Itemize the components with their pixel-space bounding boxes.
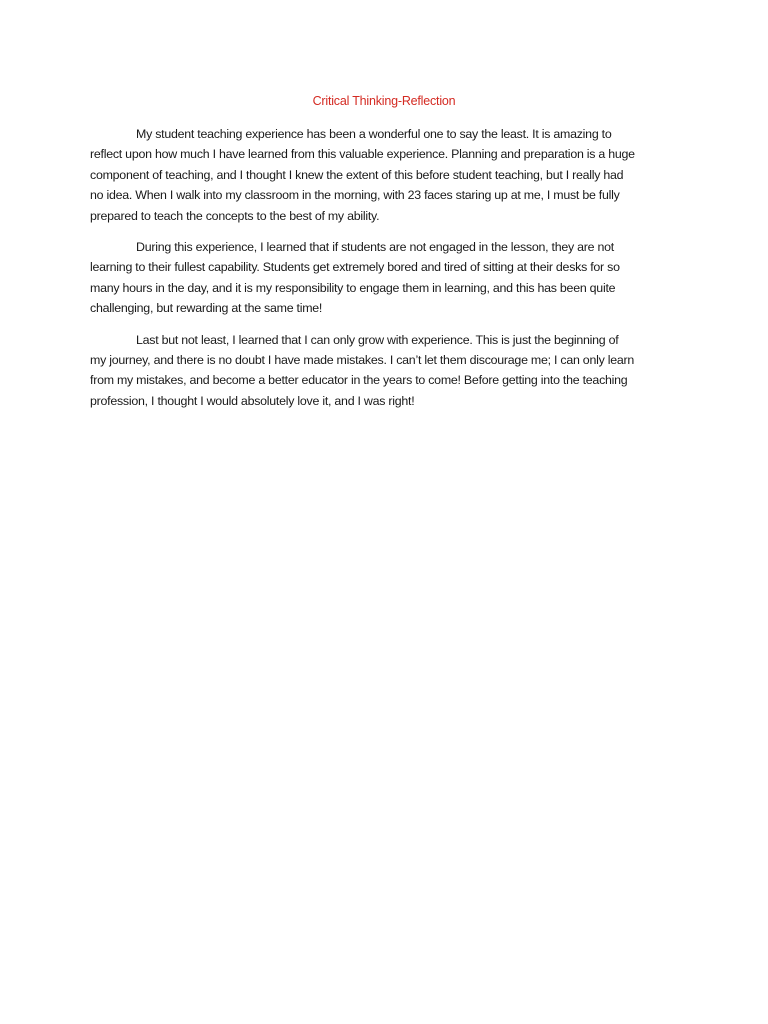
paragraph-line: learning to their fullest capability. Students get extremely bored and tired of sitting at their desks for so xyxy=(90,260,620,275)
paragraph-3 xyxy=(90,330,680,412)
paragraph-line: My student teaching experience has been a wonderful one to say the least. It is amazing to xyxy=(136,127,612,141)
paragraph-line: from my mistakes, and become a better educator in the years to come! Before getting into the teaching xyxy=(90,373,628,388)
document-body xyxy=(90,124,680,422)
paragraph-line: During this experience, I learned that if students are not engaged in the lesson, they are not xyxy=(136,240,614,255)
paragraph-line: many hours in the day, and it is my responsibility to engage them in learning, and this has been quite xyxy=(90,280,616,295)
paragraph-line: prepared to teach the concepts to the best of my ability. xyxy=(90,208,380,223)
paragraph-line: Last but not least, I learned that I can only grow with experience. This is just the beginning of xyxy=(136,332,619,347)
paragraph-line: profession, I thought I would absolutely love it, and I was right! xyxy=(90,393,415,408)
paragraph-1 xyxy=(90,124,680,226)
document-title: Critical Thinking-Reflection xyxy=(312,94,456,108)
paragraph-line: reflect upon how much I have learned from this valuable experience. Planning and preparation is a huge xyxy=(90,147,635,162)
paragraph-line: component of teaching, and I thought I knew the extent of this before student teaching, but I really had xyxy=(90,167,624,182)
paragraph-2 xyxy=(90,237,680,319)
paragraph-line: no idea. When I walk into my classroom in the morning, with 23 faces staring up at me, I must be fully xyxy=(90,188,620,203)
paragraph-line: challenging, but rewarding at the same time! xyxy=(90,301,323,316)
paragraph-line: my journey, and there is no doubt I have made mistakes. I can’t let them discourage me; I can only learn xyxy=(90,353,635,368)
